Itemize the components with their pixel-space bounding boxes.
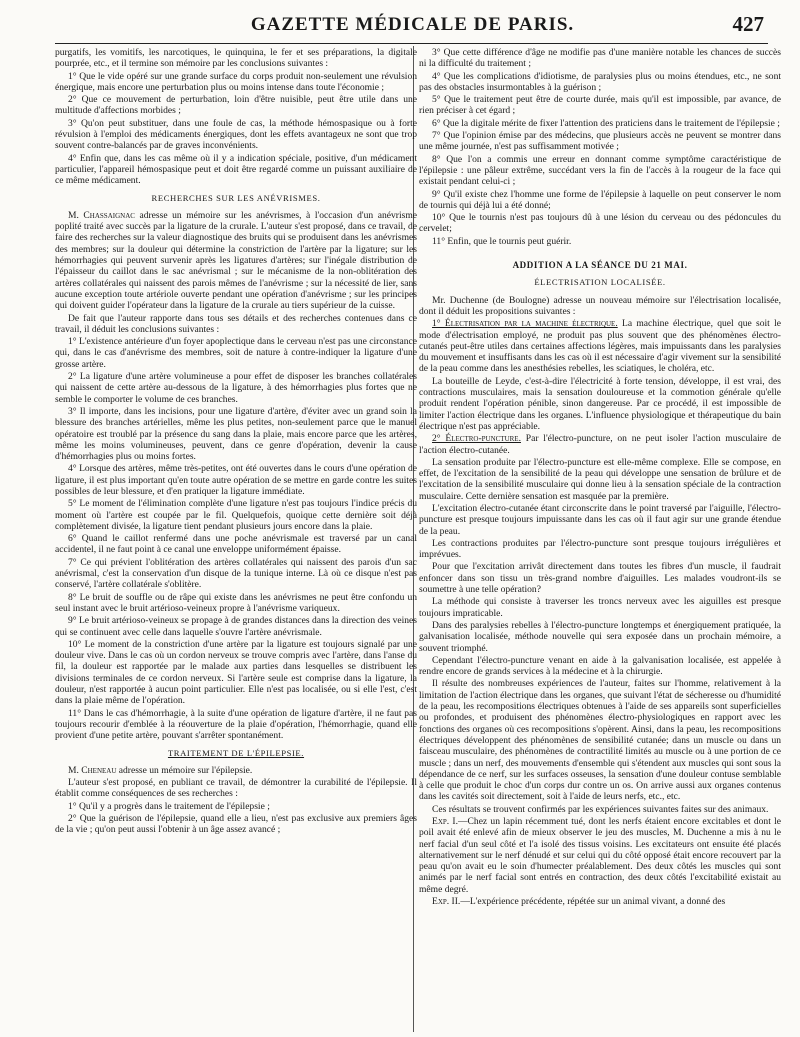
section-heading-epilepsie <box>55 748 417 759</box>
conclusion-item: 4° Que les complications d'idiotisme, de paralysies plus ou moins étendues, etc., ne sont pas des obstacles insurmontables à la guérison ; <box>419 70 781 93</box>
paragraph-text: (de Boulogne) adresse un nouveau mémoire sur l'électrisation localisée, dont il déduit les propositions suivantes : <box>419 294 781 317</box>
paragraph: purgatifs, les vomitifs, les narcotiques, le quinquina, le fer et ses préparations, la digitale pourprée, etc., et il termine son mémoire par les conclusions suivantes : <box>55 47 417 70</box>
conclusion-item: 4° Lorsque des artères, même très-petites, ont été ouvertes dans le cours d'une opération de ligature, il est plus important qu'en toute autre opération de se mettre en garde contre les suites possibles de leur blessure, et d'en pratiquer la ligature immédiate. <box>55 463 417 497</box>
paragraph: Pour que l'excitation arrivât directement dans toutes les fibres d'un muscle, il faudrait enfoncer dans son tissu un très-grand nombre d'aiguilles. Les malades voudront-ils se soumettre à une telle opération? <box>419 561 781 596</box>
paragraph <box>55 765 417 776</box>
paragraph-text: —L'expérience précédente, répétée sur un animal vivant, a donné des <box>460 896 726 908</box>
conclusion-item: 10° Que le tournis n'est pas toujours dû à une lésion du cerveau ou des pédoncules du cervelet; <box>419 212 781 235</box>
author-name: M. Chassaignac <box>68 209 135 221</box>
paragraph: L'auteur s'est proposé, en publiant ce travail, de démontrer la curabilité de l'épilepsie. Il établit comme conséquences de ses recherches : <box>55 777 417 800</box>
paragraph: De fait que l'auteur rapporte dans tous ses détails et des recherches contenues dans ce travail, il déduit les conclusions suivantes : <box>55 312 417 335</box>
paragraph <box>419 318 781 374</box>
conclusion-item: 3° Il importe, dans les incisions, pour une ligature d'artère, d'éviter avec un grand soin la blessure des branches artérielles, même les plus petites, non-seulement parce que le manuel opératoire est troublé par la présence du sang dans la plaie, mais encore parce que les artères, même les moins volumineuses, peuvent, dans ce genre d'opération, devenir la cause d'hémorrhagies plus ou moins fortes. <box>55 405 417 463</box>
conclusion-item: 2° Que ce mouvement de perturbation, loin d'être nuisible, peut être utile dans une multitude d'affections morbides ; <box>55 94 417 117</box>
paragraph-text: La machine électrique, quel que soit le mode d'électrisation employé, ne produit pas plus souvent que des phénomènes électro-cutanés peut-être utiles dans certaines affections légères, mais impuissants dans les paralysies du mouvement et insuffisants dans les cas où il est nécessaire d'agir vivement sur la sensibilité de la peau comme dans les anesthésies rebelles, les sciatiques, le choléra, etc. <box>419 318 781 375</box>
conclusion-item: 1° L'existence antérieure d'un foyer apoplectique dans le cerveau n'est pas une circonstance qui, dans le cas d'anévrisme des membres, soit de nature à contre-indiquer la ligature d'une grosse artère. <box>55 336 417 370</box>
experiment-label: Exp. I. <box>432 816 458 827</box>
paragraph: La bouteille de Leyde, c'est-à-dire l'électricité à forte tension, développe, il est vrai, des contractions musculaires, mais la sensation douloureuse et la commotion générale qu'elle produit rendent l'opération pénible, sinon dangereuse. Par ce procédé, il est impossible de limiter l'action électrique dans les organes. L'influence physiologique et thérapeutique du bain électrique n'est pas appréciable. <box>419 375 781 432</box>
experiment-label: Exp. II. <box>432 896 461 908</box>
paragraph <box>419 295 781 318</box>
gazette-title: GAZETTE MÉDICALE DE PARIS. <box>250 14 575 35</box>
conclusion-item: 7° Que l'opinion émise par des médecins, que plusieurs accès ne peuvent se montrer dans une même journée, n'est pas suffisamment motivée ; <box>419 130 781 153</box>
paragraph: La méthode qui consiste à traverser les troncs nerveux avec les aiguilles est presque toujours impraticable. <box>419 596 781 619</box>
conclusion-item: 2° Que la guérison de l'épilepsie, quand elle a lieu, n'est pas exclusive aux premiers âges de la vie ; qu'on peut aussi l'obtenir à un âge assez avancé ; <box>55 813 417 836</box>
paragraph: L'excitation électro-cutanée étant circonscrite dans le point traversé par l'aiguille, l'électro-puncture est presque toujours impuissante dans les cas où il faut agir sur une grande étendue de la peau. <box>419 502 781 537</box>
conclusion-item: 5° Que le traitement peut être de courte durée, mais qu'il est impossible, par avance, de rien préciser à cet égard ; <box>419 94 781 117</box>
section-heading-electrisation: ÉLECTRISATION LOCALISÉE. <box>534 277 666 288</box>
page-number: 427 <box>732 12 764 36</box>
conclusion-item: 3° Qu'on peut substituer, dans une foule de cas, la méthode hémospasique ou à forte révulsion à l'emploi des médicaments énergiques, dont les effets avantageux ne sont que trop souvent contre-balancés par de graves inconvénients. <box>55 117 417 152</box>
section-heading-anevrismes: RECHERCHES SUR LES ANÉVRISMES. <box>151 192 321 203</box>
paragraph: La sensation produite par l'électro-puncture est elle-même complexe. Elle se compose, en effet, de l'excitation de la sensibilité de la peau qui développe une sensation de brûlure et de l'excitation de la sensibilité musculaire qui donne lieu à la sensation spéciale de la contraction musculaire. Cette dernière sensation est masquée par la première. <box>419 456 781 502</box>
header-rule <box>55 43 768 44</box>
conclusion-item: 1° Que le vide opéré sur une grande surface du corps produit non-seulement une révulsion énergique, mais encore une perturbation plus ou moins intense dans toute l'économie ; <box>55 70 417 93</box>
conclusion-item: 5° Le moment de l'élimination complète d'une ligature n'est pas toujours l'indice précis du moment où l'artère est coupée par le fil. Quelquefois, quoique cette dernière soit déjà complètement divisée, la ligature tient pendant plusieurs jours encore dans la plaie. <box>55 498 417 532</box>
conclusion-item: 11° Dans le cas d'hémorrhagie, à la suite d'une opération de ligature d'artère, il ne faut pas toujours recourir d'emblée à la réouverture de la plaie d'opération, l'hémorrhagie, quand elle provient d'une petite artère, pouvant s'arrêter spontanément. <box>55 707 417 742</box>
paragraph: Les contractions produites par l'électro-puncture sont presque toujours irrégulières et imprévues. <box>419 537 781 561</box>
paragraph-text: adresse un mémoire sur les anévrismes, à l'occasion d'un anévrisme poplité traité avec succès par la ligature de la crurale. L'auteur s'est proposé, dans ce travail, de faire des recherches sur la valeur diagnostique des bruits qui se produisent dans les anévrismes des membres; sur la douleur qui détermine la constriction de l'artère par la ligature; sur les hémorrhagies qui peuvent survenir après les ligatures d'artères; sur l'inégale distribution de l'épaisseur du caillot dans le sac anévrismal ; sur le mécanisme de la non-oblitération des artères collatérales qui naissent des parois mêmes de l'anévrisme ; sur la nécessité de lier, sans aucune exception toute artériole ouverte pendant une opération d'anévrisme ; sur les principes qui doivent guider l'opérateur dans la ligature de la crurale au tiers supérieur de la cuisse. <box>55 209 417 312</box>
conclusion-item: 1° Qu'il y a progrès dans le traitement de l'épilepsie ; <box>68 800 270 812</box>
author-name: M. Cheneau <box>68 764 117 776</box>
paragraph: Dans des paralysies rebelles à l'électro-puncture longtemps et énergiquement pratiquée, la galvanisation localisée, méthode nouvelle qui sera exposée dans un prochain mémoire, a souvent triomphé. <box>419 619 781 654</box>
run-in-heading: 1° Électrisation par la machine électrique. <box>432 318 618 330</box>
conclusion-item: 11° Enfin, que le tournis peut guérir. <box>432 235 572 247</box>
paragraph <box>419 816 781 895</box>
run-in-heading: 2° Électro-puncture. <box>432 433 521 445</box>
paragraph: Ces résultats se trouvent confirmés par les expériences suivantes faites sur des animaux. <box>432 803 769 815</box>
conclusion-item: 3° Que cette différence d'âge ne modifie pas d'une manière notable les chances de succès ni la difficulté du traitement ; <box>419 47 781 70</box>
left-column <box>55 47 417 1032</box>
conclusion-item: 7° Ce qui prévient l'oblitération des artères collatérales qui naissent des parois d'un sac anévrismal, c'est la conservation d'un disque de la tunique interne. Là où ce disque n'est pas conservé, l'artère collatérale s'oblitère. <box>55 556 417 591</box>
conclusion-item: 4° Enfin que, dans les cas même où il y a indication spéciale, positive, d'un médicament particulier, l'appareil hémospasique peut et doit être regardé comme un puissant auxiliaire de ce même médicament. <box>55 152 417 187</box>
section-heading-text: TRAITEMENT DE L'ÉPILEPSIE. <box>167 747 305 758</box>
conclusion-item: 9° Le bruit artérioso-veineux se propage à de grandes distances dans la direction des veines qui se continuent avec celle dans laquelle s'ouvre l'artère anévrismale. <box>55 615 417 638</box>
paragraph <box>419 433 781 456</box>
right-column <box>419 47 781 1032</box>
paragraph: Il résulte des nombreuses expériences de l'auteur, faites sur l'homme, relativement à la limitation de l'action électrique dans les organes, que suivant l'état de sécheresse ou d'humidité de la peau, les recompositions électriques obtenues à l'aide de ses appareils sont superficielles ou profondes, et produisent des phénomènes électro-physiologiques en rapport avec les fonctions des organes où ces recompositions s'opèrent. Ainsi, dans la peau, les recompositions électriques développent des phénomènes de sensibilité cutanée; dans un muscle ou dans un faisceau musculaire, des phénomènes de contractilité limités au muscle ou à une portion de ce muscle ; dans un nerf, des mouvements d'ensemble qui s'étendent aux muscles qui sont sous la dépendance de ce nerf, sur les surfaces osseuses, la sensation d'une douleur contuse semblable à celle que produit le choc d'un corps dur contre un os. On arrive aussi aux organes contenus dans les cavités soit directement, soit à l'aide de leurs nerfs, etc., etc. <box>419 678 781 803</box>
paragraph-text: adresse un mémoire sur l'épilepsie. <box>116 764 253 776</box>
conclusion-item: 2° La ligature d'une artère volumineuse a pour effet de disposer les branches collatérales qui naissent de cette artère au-dessous de la ligature, à des hémorrhagies plus fortes que ne semble le comporter le volume de ces branches. <box>55 371 417 405</box>
paragraph <box>55 210 417 312</box>
paragraph-text: —Chez un lapin récemment tué, dont les nerfs étaient encore excitables et dont le poil avait été enlevé afin de mieux observer le jeu des muscles, M. Duchenne a mis à nu le nerf facial d'un seul côté et l'a isolé des tissus voisins. Les excitateurs ont ensuite été placés alternativement sur le nerf dénudé et sur celui qui du côté opposé était encore recouvert par la peau qu'on avait eu le soin d'humecter préalablement. Des deux côtés les muscles qui sont animés par le nerf facial sont entrés en contraction, des deux côtés l'excitabilité existait au même degré. <box>419 816 781 895</box>
conclusion-item: 8° Que l'on a commis une erreur en donnant comme symptôme caractéristique de l'épilepsie : une pâleur extrême, succédant vers la fin de l'accès à la rougeur de la face qui existait pendant celui-ci ; <box>419 153 781 188</box>
paragraph: Cependant l'électro-puncture venant en aide à la galvanisation localisée, est appelée à rendre encore de grands services à la médecine et à la chirurgie. <box>419 654 781 678</box>
conclusion-item: 9° Qu'il existe chez l'homme une forme de l'épilepsie à laquelle on peut conserver le nom de tournis qui déjà lui a été donné; <box>419 188 781 211</box>
conclusion-item: 6° Que la digitale mérite de fixer l'attention des praticiens dans le traitement de l'épilepsie ; <box>432 117 780 129</box>
conclusion-item: 6° Quand le caillot renfermé dans une poche anévrismale est traversé par un canal accidentel, il ne faut point à ce canal une enveloppe uniformément épaisse. <box>55 533 417 556</box>
page-header <box>55 14 770 44</box>
section-heading-addition: ADDITION A LA SÉANCE DU 21 MAI. <box>512 260 688 271</box>
conclusion-item: 8° Le bruit de souffle ou de râpe qui existe dans les anévrismes ne peut être confondu un seul instant avec le bruit artérioso-veineux propre à l'anévrisme variqueux. <box>55 591 417 614</box>
paragraph-text: Par l'électro-puncture, on ne peut isoler l'action musculaire de l'action électro-cutanée. <box>419 433 781 456</box>
spacer <box>419 248 781 254</box>
paragraph <box>419 896 781 907</box>
conclusion-item: 10° Le moment de la constriction d'une artère par la ligature est toujours signalé par une douleur vive. Dans le cas où un cordon nerveux se trouve compris avec l'artère, dans l'anse du fil, la douleur est rapportée par le malade aux parties dans lesquelles se distribuent les divisions terminales de ce cordon nerveux. Si l'artère seule est comprise dans la ligature, la douleur, n'est rapportée à aucun point particulier. Elle n'est pas localisée, ou si elle l'est, c'est dans la plaie même de l'opération. <box>55 638 417 707</box>
author-name: Mr. Duchenne <box>432 294 489 306</box>
